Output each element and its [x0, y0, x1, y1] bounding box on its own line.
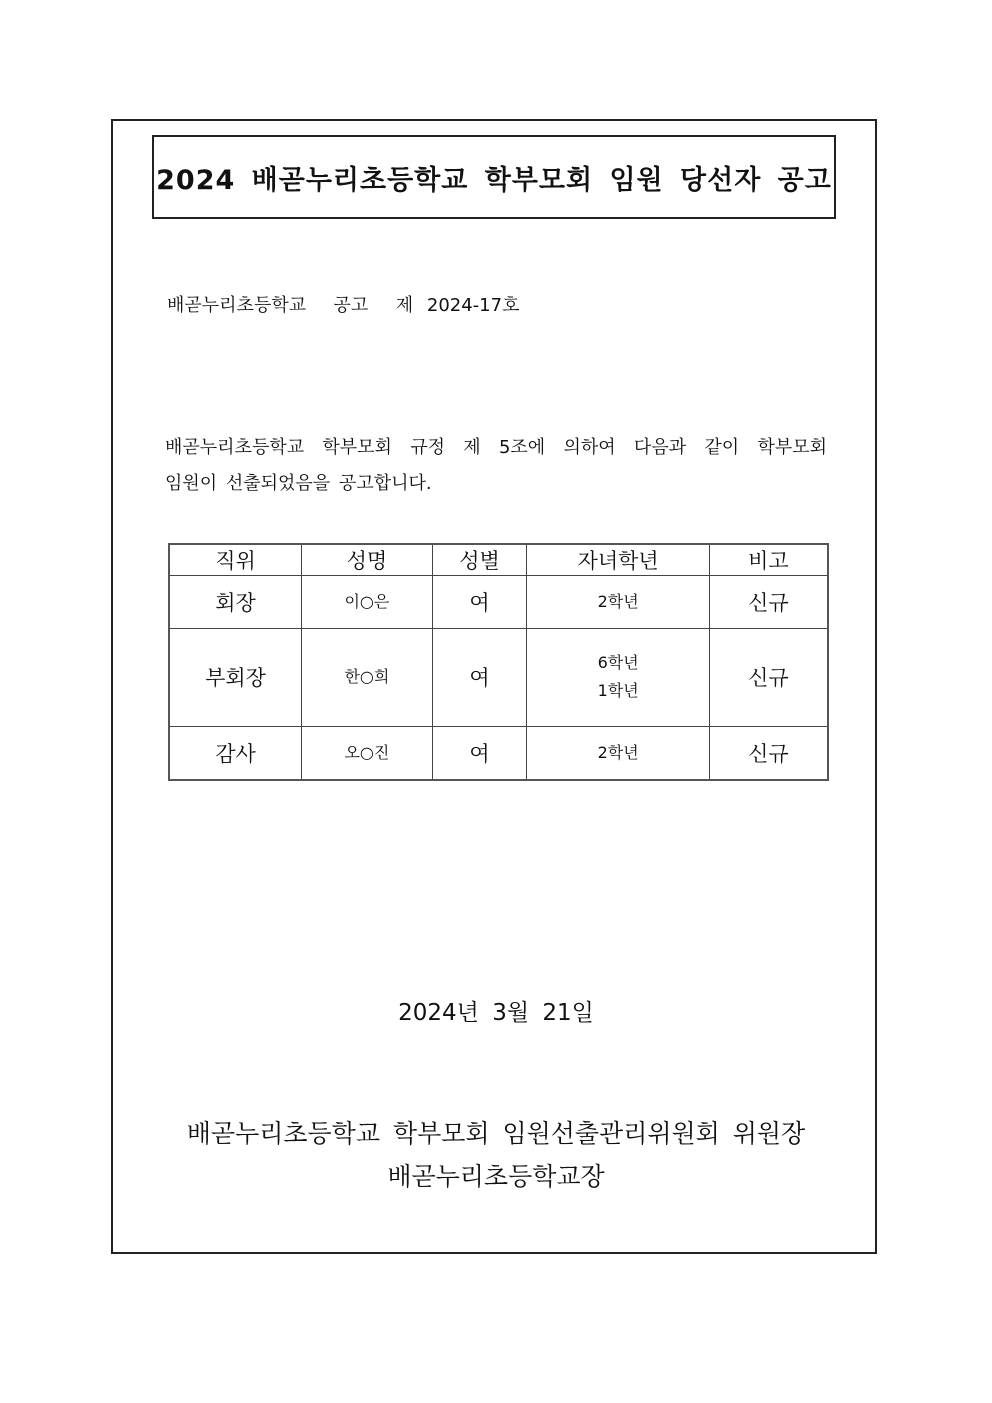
- table-row: [169, 629, 828, 727]
- notice-body-line-1: 배곧누리초등학교 학부모회 규정 제 5조에 의하여 다음과 같이 학부모회: [165, 437, 827, 458]
- cell-gender: 여: [432, 629, 527, 727]
- cell-note: 신규: [709, 576, 828, 629]
- grade-line: 2학년: [597, 592, 639, 612]
- cell-note: 신규: [709, 726, 828, 780]
- notice-date: 2024년 3월 21일: [398, 1000, 594, 1026]
- notice-body-line-2: 임원이 선출되었음을 공고합니다.: [165, 473, 432, 494]
- cell-name: 이○은: [302, 576, 433, 629]
- cell-position: 감사: [169, 726, 302, 780]
- cell-note: 신규: [709, 629, 828, 727]
- cell-child-grade: [527, 726, 709, 780]
- header-note: 비고: [709, 544, 828, 576]
- header-child-grade: 자녀학년: [527, 544, 709, 576]
- notice-number: 배곧누리초등학교 공고 제 2024-17호: [167, 295, 520, 316]
- signer-committee-chair: 배곧누리초등학교 학부모회 임원선출관리위원회 위원장: [186, 1119, 806, 1148]
- title-box: [152, 135, 836, 219]
- grade-line: 2학년: [597, 742, 639, 762]
- cell-name: 오○진: [302, 726, 433, 780]
- table-row: [169, 726, 828, 780]
- cell-name: 한○희: [302, 629, 433, 727]
- notice-body: [165, 430, 827, 502]
- cell-position: 부회장: [169, 629, 302, 727]
- cell-position: 회장: [169, 576, 302, 629]
- page-title: 2024 배곧누리초등학교 학부모회 임원 당선자 공고: [156, 164, 832, 196]
- signer-principal: 배곧누리초등학교장: [387, 1162, 605, 1191]
- table-row: [169, 576, 828, 629]
- header-position: 직위: [169, 544, 302, 576]
- cell-child-grade: [527, 629, 709, 727]
- header-name: 성명: [302, 544, 433, 576]
- header-gender: 성별: [432, 544, 527, 576]
- table-header-row: [169, 544, 828, 576]
- cell-gender: 여: [432, 576, 527, 629]
- cell-gender: 여: [432, 726, 527, 780]
- cell-child-grade: [527, 576, 709, 629]
- officer-table: [168, 543, 829, 781]
- grade-line: 6학년: [597, 653, 639, 673]
- grade-line: 1학년: [597, 681, 639, 701]
